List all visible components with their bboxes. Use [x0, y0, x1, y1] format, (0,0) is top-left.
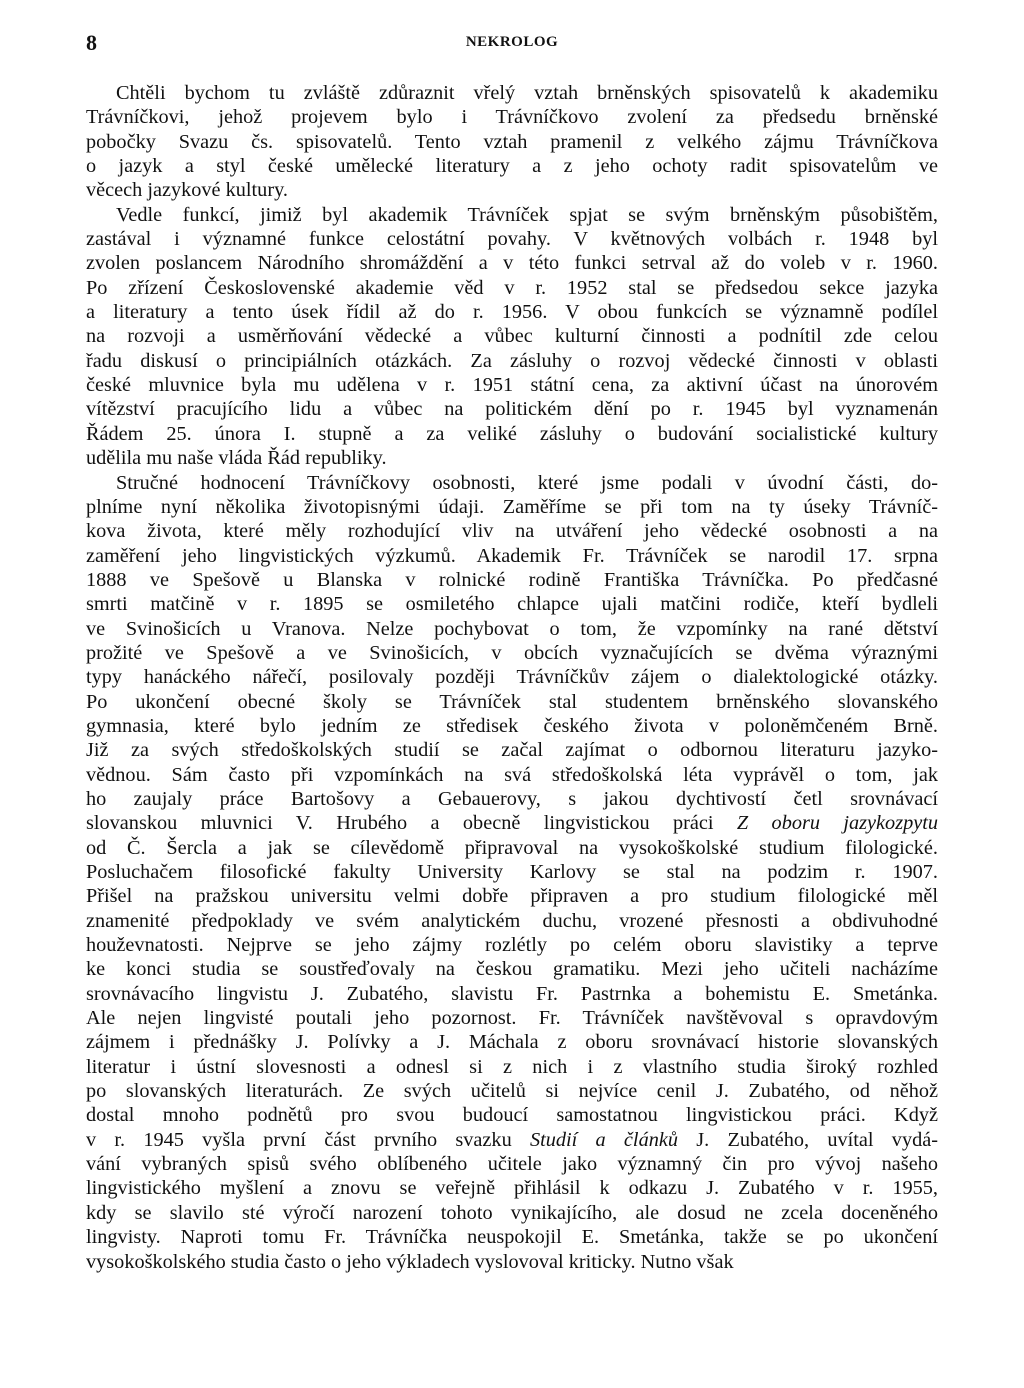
text-line: srovnávacího lingvistu J. Zubatého, slavistu Fr. Pastrnka a bohemistu E. Smetánka.	[86, 982, 938, 1005]
text-line: Po zřízení Československé akademie věd v r. 1952 stal se předsedou sekce jazyka	[86, 276, 938, 299]
italic-title: Z oboru jazykozpytu	[736, 812, 938, 835]
italic-title: Studií a článků	[529, 1128, 678, 1151]
text-line: vysokoškolského studia často o jeho výkladech vyslovoval kriticky. Nutno však	[86, 1250, 734, 1273]
text-line: kdy se slavilo sté výročí narození tohoto vynikajícího, ale dosud ne zcela doceněného	[86, 1201, 938, 1224]
text-line: věcech jazykové kultury.	[86, 179, 288, 202]
text-line: zájmem i přednášky J. Polívky a J. Máchala z oboru srovnávací historie slovanských	[86, 1031, 938, 1054]
text-line: Po ukončení obecné školy se Trávníček stal studentem brněnského slovanského	[86, 690, 938, 713]
text-line: o jazyk a styl české umělecké literatury a z jeho ochoty radit spisovatelům ve	[86, 155, 938, 178]
text-line: v r. 1945 vyšla první část prvního svazku Studií a článků J. Zubatého, uvítal vydá-	[86, 1128, 938, 1151]
text-line: literatur i ústní slovesnosti a odnesl si z nich i z vlastního studia široký rozhled	[86, 1055, 938, 1078]
text-line: slovanskou mluvnici V. Hrubého a obecně lingvistickou práci Z oboru jazykozpytu	[86, 812, 938, 835]
running-head: NEKROLOG	[465, 34, 559, 50]
text-line: vítězství pracujícího lidu a vůbec na politickém dění po r. 1945 byl vyznamenán	[86, 398, 938, 421]
text-line: houževnatosti. Nejprve se jeho zájmy rozlétly po celém oboru slavistiky a teprve	[86, 934, 938, 957]
paragraph	[86, 203, 938, 471]
text-line: a literatury a tento úsek řídil až do r. 1956. V obou funkcích se významně podílel	[86, 301, 938, 324]
text-line: Přišel na pražskou universitu velmi dobře připraven a pro studium filologické měl	[86, 885, 938, 908]
text-line: české mluvnice byla mu udělena v r. 1951 státní cena, za aktivní účast na únorovém	[86, 374, 938, 397]
text-line: ve Svinošicích u Vranova. Nelze pochybovat o tom, že vzpomínky na rané dětství	[86, 617, 938, 640]
text-line: Posluchačem filosofické fakulty University Karlovy se stal na podzim r. 1907.	[86, 861, 938, 883]
page-number: 8	[86, 30, 97, 55]
text-line: na rozvoji a usměrňování vědecké a vůbec kulturní činnosti a podnítil zde celou	[86, 325, 938, 348]
text-line: od Č. Šercla a jak se cílevědomě připravoval na vysokoškolské studium filologické.	[86, 836, 938, 859]
text-line: vědnou. Sám často při vzpomínkách na svá středoškolská léta vyprávěl o tom, jak	[86, 763, 938, 786]
text-line: zastával i významné funkce celostátní povahy. V květnových volbách r. 1948 byl	[86, 228, 938, 251]
text-line: plníme nyní několika životopisnými údaji. Zaměříme se při tom na ty úseky Trávníč-	[86, 495, 938, 518]
text-line: dostal mnoho podnětů pro svou budoucí samostatnou lingvistickou práci. Když	[86, 1104, 938, 1127]
text-line: znamenité předpoklady ve svém analytickém duchu, vrozené přesnosti a obdivuhodné	[86, 909, 938, 932]
text-line: Stručné hodnocení Trávníčkovy osobnosti, které jsme podali v úvodní části, do-	[116, 471, 938, 494]
text-line: smrti matčině v r. 1895 se osmiletého chlapce ujali matčini rodiče, kteří bydleli	[86, 593, 938, 616]
text-line: zvolen poslancem Národního shromáždění a v této funkci setrval až do voleb v r. 1960.	[86, 252, 938, 275]
text-line: lingvistického myšlení a znovu se veřejně přihlásil k odkazu J. Zubatého v r. 1955,	[86, 1177, 938, 1200]
page-header	[86, 30, 938, 56]
paragraph	[86, 81, 938, 203]
text-line: ke konci studia se soustřeďovaly na českou gramatiku. Mezi jeho učiteli nacházíme	[86, 958, 938, 981]
text-line: po slovanských literaturách. Ze svých učitelů si nejvíce cenil J. Zubatého, od něhož	[86, 1080, 938, 1103]
text-line: gymnasia, které bylo jedním ze středisek českého života v poloněmčeném Brně.	[86, 714, 938, 737]
text-line: Vedle funkcí, jimiž byl akademik Trávníček spjat se svým brněnským působištěm,	[116, 203, 938, 226]
text-line: prožité ve Spešově a ve Svinošicích, v obcích vyznačujících se dvěma výraznými	[86, 641, 938, 664]
article-body	[86, 81, 938, 1274]
text-line: 1888 ve Spešově u Blanska v rolnické rodině Františka Trávníčka. Po předčasné	[86, 568, 938, 591]
text-line: kova života, které měly rozhodující vliv na utváření jeho vědecké osobnosti a na	[86, 520, 938, 543]
text-line: Již za svých středoškolských studií se začal zajímat o odbornou literaturu jazyko-	[86, 739, 938, 762]
text-line: Ale nejen lingvisté poutali jeho pozornost. Fr. Trávníček navštěvoval s opravdovým	[86, 1007, 938, 1030]
text-line: Chtěli bychom tu zvláště zdůraznit vřelý vztah brněnských spisovatelů k akademiku	[116, 82, 938, 104]
text-line: ho zaujaly práce Bartošovy a Gebauerovy, s jakou dychtivostí četl srovnávací	[86, 787, 938, 810]
text-line: typy hanáckého nářečí, posilovaly později Trávníčkův zájem o dialektologické otázky.	[86, 666, 938, 689]
text-line: pobočky Svazu čs. spisovatelů. Tento vztah pramenil z velkého zájmu Trávníčkova	[86, 130, 938, 153]
text-line: řadu diskusí o principiálních otázkách. Za zásluhy o rozvoj vědecké činnosti v oblasti	[86, 349, 938, 372]
text-line: zaměření jeho lingvistických výzkumů. Akademik Fr. Trávníček se narodil 17. srpna	[86, 544, 938, 567]
text-line: lingvisty. Naproti tomu Fr. Trávníčka neuspokojil E. Smetánka, takže se po ukončení	[86, 1226, 938, 1249]
text-line: udělila mu naše vláda Řád republiky.	[86, 447, 387, 470]
text-line: Řádem 25. února I. stupně a za veliké zásluhy o budování socialistické kultury	[86, 422, 938, 445]
paragraph	[86, 471, 938, 1274]
text-line: vání vybraných spisů svého oblíbeného učitele jako významný čin pro vývoj našeho	[86, 1153, 938, 1176]
text-line: Trávníčkovi, jehož projevem bylo i Trávníčkovo zvolení za předsedu brněnské	[86, 106, 938, 129]
